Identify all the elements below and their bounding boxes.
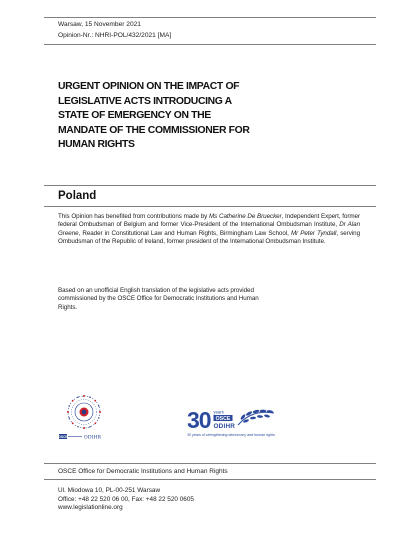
country-bottom-divider — [44, 206, 376, 207]
country-top-divider — [44, 185, 376, 186]
odihr-box-text: ODIHR — [213, 423, 236, 430]
footer-website: www.legislationline.org — [58, 504, 123, 512]
date-line: Warsaw, 15 November 2021 — [58, 21, 141, 28]
anniversary-number: 30 — [187, 407, 211, 433]
title-line: URGENT OPINION ON THE IMPACT OF — [58, 81, 240, 92]
osce-box-text: OSCE — [215, 415, 231, 422]
footer-address: Ul. Miodowa 10, PL-00-251 Warsaw — [58, 487, 161, 494]
footer-organization: OSCE Office for Democratic Institutions and Human Rights — [58, 468, 228, 475]
osce-badge-text: OSCE — [58, 435, 68, 439]
footer-top-divider — [44, 463, 376, 464]
contributor-name: Mr Peter Tyndall — [290, 229, 337, 237]
contributor-description: , Independent Expert, former federal Ombudsman of Belgium and former Vice-President of the International Ombudsman Institute, — [58, 213, 360, 229]
title-line: MANDATE OF THE COMMISSIONER FOR — [58, 124, 250, 136]
emblem-icon — [67, 395, 101, 429]
document-title — [58, 80, 298, 153]
country-heading: Poland — [58, 190, 97, 202]
laurel-icon — [238, 409, 274, 425]
contributions-paragraph — [58, 213, 360, 246]
footer-phone-fax: Office: +48 22 520 06 00, Fax: +48 22 520 0605 — [58, 495, 194, 503]
contributor-name: Ms Catherine De Bruecker — [209, 213, 282, 220]
contributions-lead: This Opinion has benefited from contributions made by — [58, 213, 209, 220]
contributor-name: Dr Alan Greene — [58, 221, 360, 237]
header-divider — [44, 44, 376, 45]
title-line: LEGISLATIVE ACTS INTRODUCING A — [58, 95, 232, 107]
footer-bottom-divider — [44, 479, 376, 480]
odihr-logo-text: ODIHR — [84, 435, 102, 441]
title-line: STATE OF EMERGENCY ON THE — [58, 110, 211, 122]
anniversary-tagline: 30 years of strengthening democracy and human rights — [187, 433, 275, 437]
contributor-description: , serving Ombudsman of the Republic of Ireland, former president of the International Ombudsman Institute. — [58, 229, 360, 245]
anniversary-logo — [186, 405, 366, 441]
top-divider — [44, 17, 376, 18]
translation-note: Based on an unofficial English translation of the legislative acts provided commissioned by the OSCE Office for Democratic Institutions and Human Rights. — [58, 287, 259, 311]
title-line: HUMAN RIGHTS — [58, 139, 135, 151]
opinion-number: Opinion-Nr.: NHRI-POL/432/2021 [MA] — [58, 32, 172, 39]
contributor-description: , Reader in Constitutional Law and Human Rights, Birmingham Law School, — [78, 229, 291, 237]
odihr-logo — [56, 392, 126, 442]
anniversary-years-label: years — [213, 409, 224, 415]
footer-address-block — [58, 487, 194, 513]
